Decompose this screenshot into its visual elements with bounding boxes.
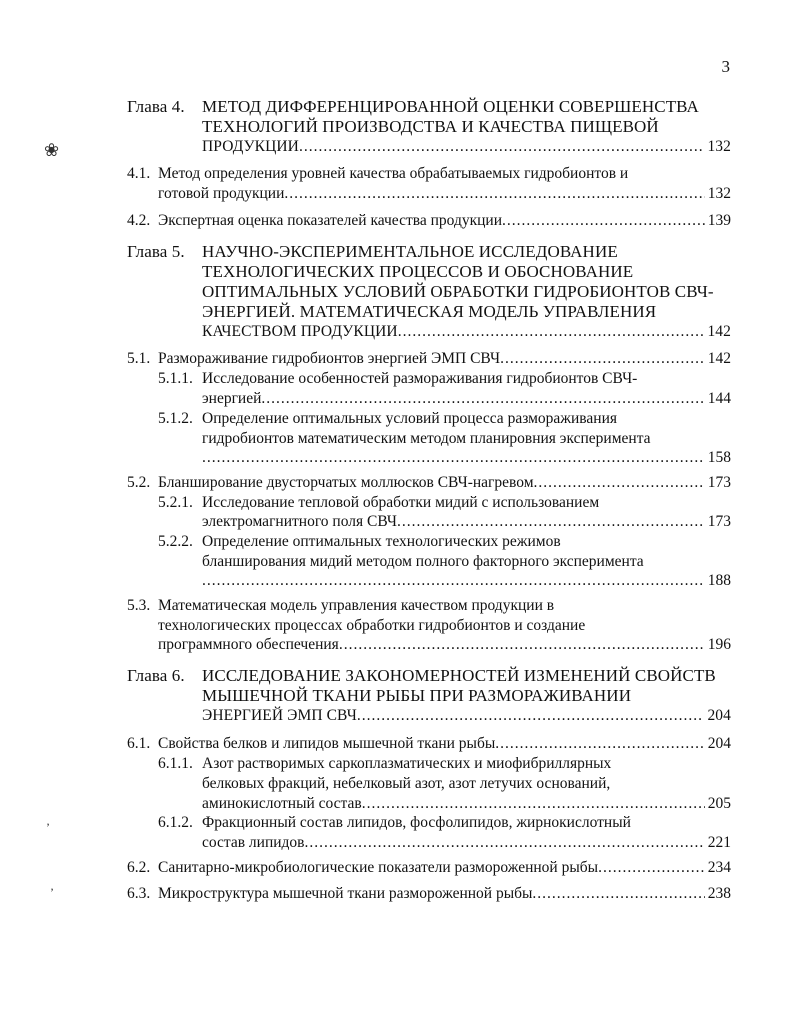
toc-entry-leader-line[interactable] bbox=[202, 707, 731, 725]
toc-entry-text: Фракционный состав липидов, фосфолипидов, жирнокислотный bbox=[202, 814, 631, 831]
toc-entry-text: Размораживание гидробионтов энергией ЭМП СВЧ bbox=[158, 350, 501, 367]
toc-entry-leader-line[interactable] bbox=[158, 185, 731, 203]
toc-entry-text: Бланширование двусторчатых моллюсков СВЧ-нагревом bbox=[158, 474, 534, 491]
toc-entry-text: ЭНЕРГИЕЙ. МАТЕМАТИЧЕСКАЯ МОДЕЛЬ УПРАВЛЕНИЯ bbox=[202, 302, 657, 321]
toc-entry-text: Микроструктура мышечной ткани размороженной рыбы bbox=[158, 885, 533, 902]
toc-entry-leader-line[interactable] bbox=[158, 350, 731, 368]
toc-entry-text: ПРОДУКЦИИ bbox=[202, 138, 299, 155]
toc-entry-text: Свойства белков и липидов мышечной ткани рыбы bbox=[158, 735, 496, 752]
leader-dots bbox=[532, 885, 704, 903]
toc-entry-leader-line[interactable] bbox=[158, 735, 731, 753]
scan-speck-mark: ’ bbox=[50, 885, 54, 899]
leader-dots bbox=[357, 707, 705, 725]
scan-speck-mark: ’ bbox=[46, 820, 50, 834]
toc-page-number: 204 bbox=[707, 735, 731, 752]
toc-entry-number: 4.1. bbox=[127, 165, 151, 182]
toc-page-number: 234 bbox=[707, 859, 731, 876]
leader-dots bbox=[534, 474, 705, 492]
toc-entry-text: МЫШЕЧНОЙ ТКАНИ РЫБЫ ПРИ РАЗМОРАЖИВАНИИ bbox=[202, 686, 632, 705]
toc-entry-text: НАУЧНО-ЭКСПЕРИМЕНТАЛЬНОЕ ИССЛЕДОВАНИЕ bbox=[202, 242, 618, 261]
toc-entry-number: 5.2.1. bbox=[158, 494, 193, 511]
toc-entry-number: 6.2. bbox=[127, 859, 151, 876]
toc-entry-text: ОПТИМАЛЬНЫХ УСЛОВИЙ ОБРАБОТКИ ГИДРОБИОНТОВ СВЧ- bbox=[202, 282, 714, 301]
toc-entry-text: ИССЛЕДОВАНИЕ ЗАКОНОМЕРНОСТЕЙ ИЗМЕНЕНИЙ СВОЙСТВ bbox=[202, 666, 716, 685]
toc-entry-leader-line[interactable] bbox=[202, 138, 731, 156]
toc-entry-leader-line[interactable] bbox=[202, 795, 731, 813]
toc-entry-text: состав липидов bbox=[202, 834, 305, 851]
toc-entry-leader-line[interactable] bbox=[202, 390, 731, 408]
leader-dots bbox=[397, 513, 705, 531]
toc-page-number: 204 bbox=[707, 707, 731, 724]
toc-entry-text: технологических процессах обработки гидробионтов и создание bbox=[158, 617, 586, 634]
toc-entry-number: Глава 5. bbox=[127, 242, 185, 261]
toc-entry-number: 5.1.2. bbox=[158, 410, 193, 427]
toc-entry-number: 5.2.2. bbox=[158, 533, 193, 550]
toc-entry-text: КАЧЕСТВОМ ПРОДУКЦИИ bbox=[202, 323, 398, 340]
toc-entry-text: ЭНЕРГИЕЙ ЭМП СВЧ bbox=[202, 707, 357, 724]
toc-entry-number: 6.1.1. bbox=[158, 755, 193, 772]
toc-entry-text: Определение оптимальных условий процесса размораживания bbox=[202, 410, 618, 427]
toc-page-number: 132 bbox=[707, 138, 731, 155]
toc-entry-leader-line[interactable] bbox=[158, 859, 731, 877]
leader-dots bbox=[362, 795, 705, 813]
toc-entry-text: Исследование особенностей размораживания гидробионтов СВЧ- bbox=[202, 370, 638, 387]
leader-dots bbox=[495, 735, 704, 753]
toc-entry-text: гидробионтов математическим методом планировния эксперимента bbox=[202, 430, 651, 447]
leader-dots bbox=[261, 390, 704, 408]
leader-dots bbox=[305, 834, 705, 852]
toc-entry-text: МЕТОД ДИФФЕРЕНЦИРОВАННОЙ ОЦЕНКИ СОВЕРШЕНСТВА bbox=[202, 97, 699, 116]
leader-dots bbox=[598, 859, 705, 877]
leader-dots bbox=[500, 350, 705, 368]
toc-page-number: 188 bbox=[707, 572, 731, 589]
toc-entry-text: бланширования мидий методом полного факторного эксперимента bbox=[202, 553, 644, 570]
toc-entry-leader-line[interactable] bbox=[158, 474, 731, 492]
leader-dots bbox=[339, 636, 705, 654]
toc-page-number: 142 bbox=[707, 350, 731, 367]
toc-entry-leader-line[interactable] bbox=[202, 834, 731, 852]
scan-speck-mark: ❀ bbox=[44, 140, 60, 160]
toc-entry-number: 6.3. bbox=[127, 885, 151, 902]
toc-entry-number: 6.1.2. bbox=[158, 814, 193, 831]
toc-entry-leader-line[interactable] bbox=[158, 212, 731, 230]
toc-entry-text: электромагнитного поля СВЧ bbox=[202, 513, 397, 530]
toc-entry-number: 5.2. bbox=[127, 474, 151, 491]
toc-page-number: 238 bbox=[707, 885, 731, 902]
toc-entry-number: 5.1.1. bbox=[158, 370, 193, 387]
toc-entry-leader-line[interactable] bbox=[158, 636, 731, 654]
toc-entry-leader-line[interactable] bbox=[202, 449, 731, 467]
toc-entry-text: Санитарно-микробиологические показатели размороженной рыбы bbox=[158, 859, 599, 876]
toc-entry-number: 5.3. bbox=[127, 597, 151, 614]
leader-dots bbox=[398, 323, 705, 341]
toc-page-number: 139 bbox=[707, 212, 731, 229]
toc-page-number: 158 bbox=[707, 449, 731, 466]
toc-entry-leader-line[interactable] bbox=[158, 885, 731, 903]
toc-page-number: 205 bbox=[707, 795, 731, 812]
toc-entry-leader-line[interactable] bbox=[202, 323, 731, 341]
leader-dots bbox=[202, 572, 705, 590]
toc-page-number: 196 bbox=[707, 636, 731, 653]
toc-entry-text: ТЕХНОЛОГИЧЕСКИХ ПРОЦЕССОВ И ОБОСНОВАНИЕ bbox=[202, 262, 634, 281]
leader-dots bbox=[202, 449, 705, 467]
toc-entry-number: 5.1. bbox=[127, 350, 151, 367]
toc-page-number: 173 bbox=[707, 513, 731, 530]
toc-entry-text: ТЕХНОЛОГИЙ ПРОИЗВОДСТВА И КАЧЕСТВА ПИЩЕВОЙ bbox=[202, 117, 659, 136]
toc-entry-text: программного обеспечения bbox=[158, 636, 339, 653]
toc-entry-text: Метод определения уровней качества обрабатываемых гидробионтов и bbox=[158, 165, 629, 182]
toc-page-number: 221 bbox=[707, 834, 731, 851]
toc-entry-number: 6.1. bbox=[127, 735, 151, 752]
toc-entry-number: Глава 6. bbox=[127, 666, 185, 685]
toc-entry-text: Экспертная оценка показателей качества продукции bbox=[158, 212, 502, 229]
toc-entry-text: энергией bbox=[202, 390, 262, 407]
leader-dots bbox=[299, 138, 704, 156]
toc-entry-text: аминокислотный состав bbox=[202, 795, 362, 812]
toc-entry-text: белковых фракций, небелковый азот, азот летучих оснований, bbox=[202, 775, 611, 792]
toc-entry-leader-line[interactable] bbox=[202, 572, 731, 590]
leader-dots bbox=[502, 212, 705, 230]
toc-entry-text: Азот растворимых саркоплазматических и миофибриллярных bbox=[202, 755, 612, 772]
toc-page-number: 173 bbox=[707, 474, 731, 491]
leader-dots bbox=[284, 185, 704, 203]
toc-entry-text: Исследование тепловой обработки мидий с использованием bbox=[202, 494, 600, 511]
toc-entry-leader-line[interactable] bbox=[202, 513, 731, 531]
toc-page-number: 144 bbox=[707, 390, 731, 407]
toc-entry-text: Математическая модель управления качеством продукции в bbox=[158, 597, 555, 614]
toc-entry-number: Глава 4. bbox=[127, 97, 185, 116]
toc-page-number: 142 bbox=[707, 323, 731, 340]
toc-entry-number: 4.2. bbox=[127, 212, 151, 229]
toc-entry-text: готовой продукции bbox=[158, 185, 285, 202]
page-number: 3 bbox=[721, 57, 730, 76]
toc-page-number: 132 bbox=[707, 185, 731, 202]
toc-entry-text: Определение оптимальных технологических режимов bbox=[202, 533, 561, 550]
